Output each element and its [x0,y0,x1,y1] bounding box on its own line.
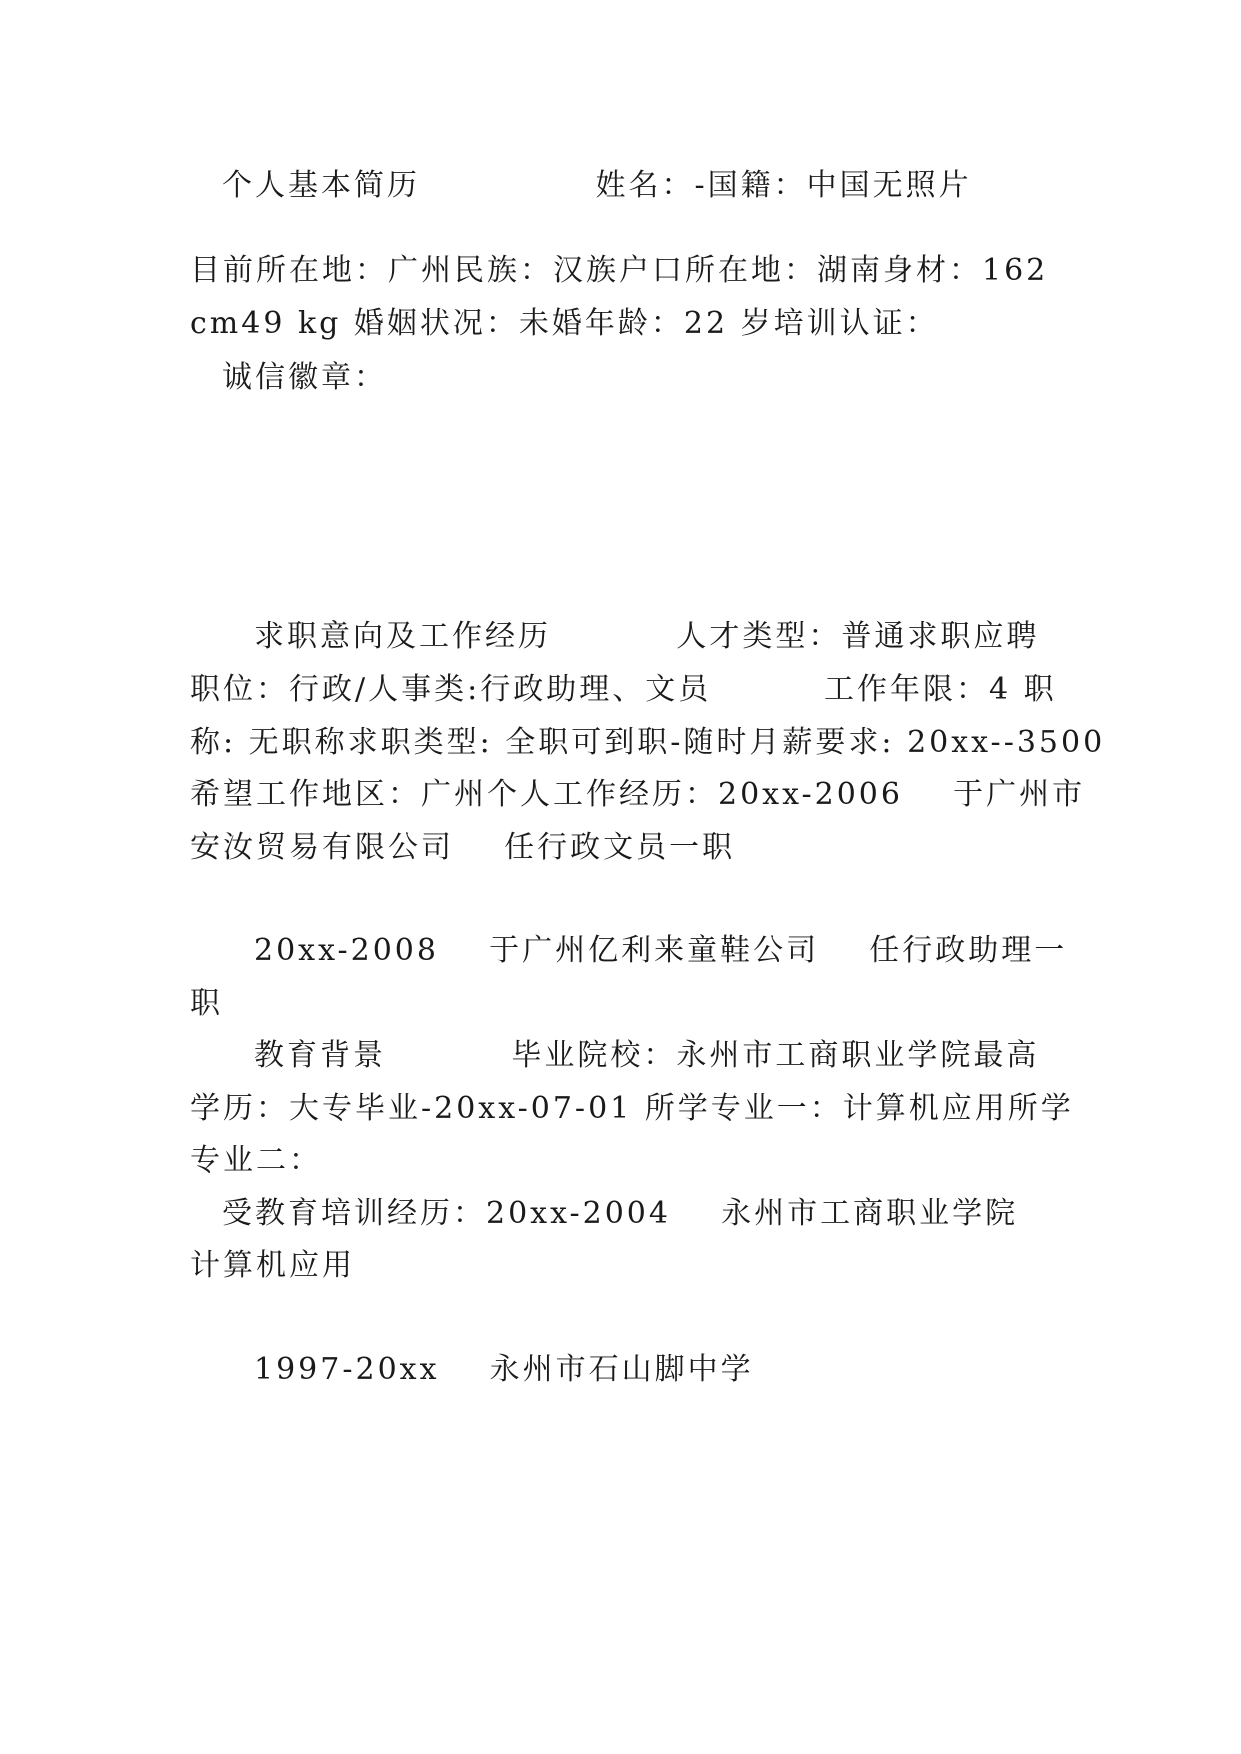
text-line: 职 [190,986,223,1021]
section-heading-line: 求职意向及工作经历 人才类型：普通求职应聘 [254,619,1040,654]
text-line: 20xx-2008 于广州亿利来童鞋公司 任行政助理一 [254,933,1068,968]
text-line: 1997-20xx 永州市石山脚中学 [254,1352,754,1387]
text-line: 目前所在地：广州民族：汉族户口所在地：湖南身材：162 [190,253,1049,288]
text-line: cm49 kg 婚姻状况：未婚年龄：22 岁培训认证： [190,306,939,341]
text-line: 学历：大专毕业-20xx-07-01 所学专业一：计算机应用所学 [190,1091,1074,1126]
resume-title-line: 个人基本简历 姓名：-国籍：中国无照片 [222,168,972,203]
text-line: 职位：行政/人事类:行政助理、文员 工作年限：4 职 [190,672,1057,707]
text-line: 称: 无职称求职类型: 全职可到职-随时月薪要求: 20xx--3500 [190,725,1106,760]
section-heading-line: 教育背景 毕业院校：永州市工商职业学院最高 [254,1038,1040,1073]
text-line: 希望工作地区：广州个人工作经历：20xx-2006 于广州市 [190,777,1086,812]
text-line: 计算机应用 [190,1248,355,1283]
text-line: 安汝贸易有限公司 任行政文员一职 [190,830,736,865]
text-line: 诚信徽章： [222,360,387,395]
text-line: 受教育培训经历：20xx-2004 永州市工商职业学院 [222,1196,1019,1231]
text-line: 专业二： [190,1143,322,1178]
